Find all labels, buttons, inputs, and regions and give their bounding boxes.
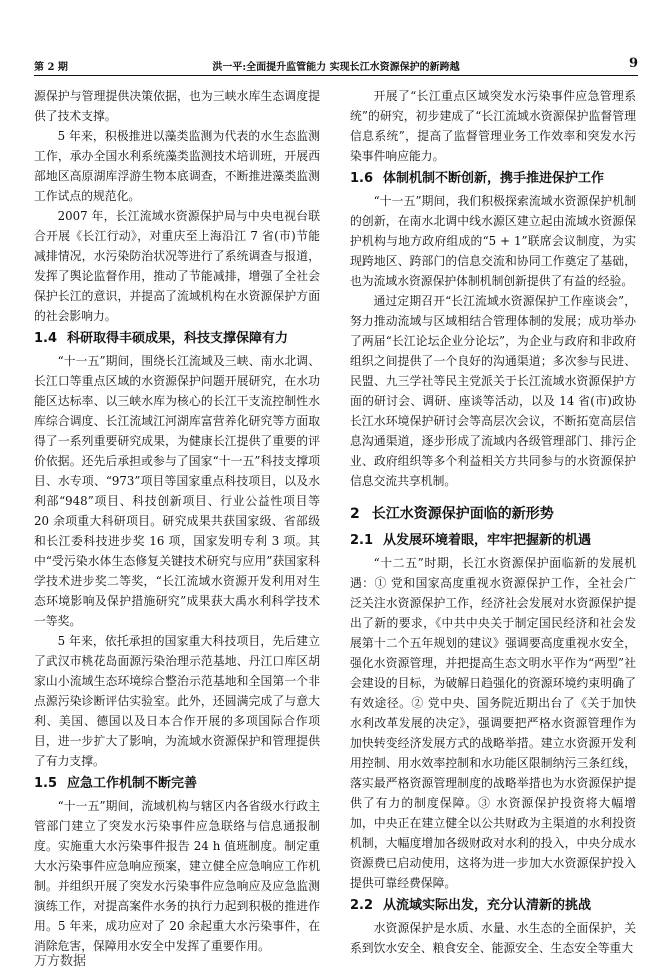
heading-number: 2.2 [350,898,374,913]
body-paragraph: 通过定期召开“长江流域水资源保护工作座谈会”，努力推动流域与区域相结合管理体制的发展；成功举办了两届“长江论坛企业分论坛”，为企业与政府和非政府组织之间提供了一个良好的沟通渠道；多次参与民进、民盟、九三学社等民主党派关于长江流域水资源保护方面的研讨会、调研、座谈等活动，以及 14 省(市)政协长江水环境保护研讨会等高层次会议，不断拓宽高层信息沟通渠道，逐步形成了流域内各级管理部门、排污企业、政府组织等多个利益相关方共同参与的水资源保护信息交流共享机制。 [350,294,636,488]
subsection-heading [34,774,320,794]
issue-number: 第 2 期 [34,62,68,73]
body-paragraph: 开展了“长江重点区域突发水污染事件应急管理系统”的研究，初步建成了“长江流域水资源保护监督管理信息系统”，提高了监督管理业务工作效率和突发水污染事件响应能力。 [350,89,636,163]
heading-text: 从流域实际出发，充分认清新的挑战 [383,898,592,913]
watermark: 万方数据 [34,954,87,969]
heading-number: 1.5 [34,776,58,791]
running-header [34,58,638,74]
heading-number: 1.4 [34,331,58,346]
right-column [350,86,636,958]
heading-number: 1.6 [350,171,374,186]
body-paragraph: “十一五”期间，流域机构与辖区内各省级水行政主管部门建立了突发水污染事件应急联络与信息通报制度。实施重大水污染事件报告 24 h 值班制度。制定重大水污染事件应急响应预案，建立健全应急响应工作机制。并组织开展了突发水污染事件应急响应及应急监测演练工作，对提高案件水务的执行力起到积极的推进作用。5 年来，成功应对了 20 余起重大水污染事件，在消除危害，保障用水安全中发挥了重要作用。 [34,799,320,953]
heading-text: 长江水资源保护面临的新形势 [371,506,554,522]
body-paragraph: “十一五”期间，我们积极探索流域水资源保护机制的创新，在南水北调中线水源区建立起由流域水资源保护机构与地方政府组成的“5 + 1”联席会议制度，为实现跨地区、跨部门的信息交流和协同工作奠定了基础，也为流域水资源保护体制机制创新提供了有益的经验。 [350,194,636,288]
section-heading [350,503,636,525]
subsection-heading [34,329,320,349]
page-number: 9 [628,56,638,71]
heading-text: 应急工作机制不断完善 [67,776,198,791]
subsection-heading [350,169,636,189]
heading-text: 从发展环境着眼，牢牢把握新的机遇 [383,533,592,548]
body-paragraph: 水资源保护是水质、水量、水生态的全面保护，关系到饮水安全、粮食安全、能源安全、生态安全等重大 [350,921,636,955]
body-paragraph: 2007 年，长江流域水资源保护局与中央电视台联合开展《长江行动》，对重庆至上海沿江 7 省(市)节能减排情况，水污染防治状况等进行了系统调查与报道，发挥了舆论监督作用，推动了节能减排，增强了全社会保护长江的意识，并提高了流域机构在水资源保护方面的社会影响力。 [34,209,320,323]
heading-number: 2.1 [350,533,374,548]
body-paragraph: “十二五”时期，长江水资源保护面临新的发展机遇：① 党和国家高度重视水资源保护工作，全社会广泛关注水资源保护工作，经济社会发展对水资源保护提出了新的要求，《中共中央关于制定国民经济和社会发展第十二个五年规划的建议》强调要高度重视水安全，强化水资源管理，并把提高生态文明水平作为“两型”社会建设的目标，为破解日趋强化的资源环境约束明确了有效途径。② 党中央、国务院近期出台了《关于加快水利改革发展的决定》，强调要把严格水资源管理作为加快转变经济发展方式的战略举措。建立水资源开发利用控制、用水效率控制和水功能区限制纳污三条红线，落实最严格资源管理制度的战略举措也为水资源保护提供了有力的制度保障。③ 水资源保护投资将大幅增加，中央正在建立健全以公共财政为主渠道的水利投资机制，大幅度增加各级财政对水利的投入，中央分成水资源费已启动使用，这将为进一步加大水资源保护投入提供可靠经费保障。 [350,556,636,890]
body-paragraph: 5 年来，积极推进以藻类监测为代表的水生态监测工作，承办全国水利系统藻类监测技术培训班，开展西部地区高原湖库浮游生物本底调查，不断推进藻类监测工作试点的规范化。 [34,129,320,203]
heading-number: 2 [350,506,360,522]
heading-text: 体制机制不断创新，携手推进保护工作 [383,171,605,186]
body-paragraph: 源保护与管理提供决策依据，也为三峡水库生态调度提供了技术支撑。 [34,89,320,123]
subsection-heading [350,531,636,551]
header-rule [34,75,638,76]
subsection-heading [350,896,636,916]
heading-text: 科研取得丰硕成果，科技支撑保障有力 [67,331,289,346]
running-title: 洪一平:全面提升监管能力 实现长江水资源保护的新跨越 [212,62,460,73]
body-paragraph: 5 年来，依托承担的国家重大科技项目，先后建立了武汉市桃花岛面源污染治理示范基地、丹江口库区胡家山小流域生态环境综合整治示范基地和全国第一个非点源污染诊断评估实验室。此外，还圆满完成了与意大利、美国、德国以及日本合作开展的多项国际合作项目，进一步扩大了影响，为流域水资源保护和管理提供了有力支撑。 [34,634,320,768]
body-paragraph: “十一五”期间，围绕长江流域及三峡、南水北调、长江口等重点区域的水资源保护问题开展研究，在水功能区达标率、以三峡水库为核心的长江干支流控制性水库综合调度、长江流域江河湖库富营养化研究等方面取得了一系列重要研究成果，为健康长江提供了重要的评价依据。还先后承担或参与了国家“十一五”科技支撑项目、水专项、“973”项目等国家重点科技项目，以及水利部“948”项目、科技创新项目、行业公益性项目等 20 余项重大科研项目。研究成果共获国家级、省部级和长江委科技进步奖 16 项，国家发明专利 3 项。其中“受污染水体生态修复关键技术研究与应用”获国家科学技术进步奖二等奖，“长江流域水资源开发利用对生态环境影响及保护措施研究”成果获大禹水利科学技术一等奖。 [34,354,320,628]
left-column [34,86,320,956]
